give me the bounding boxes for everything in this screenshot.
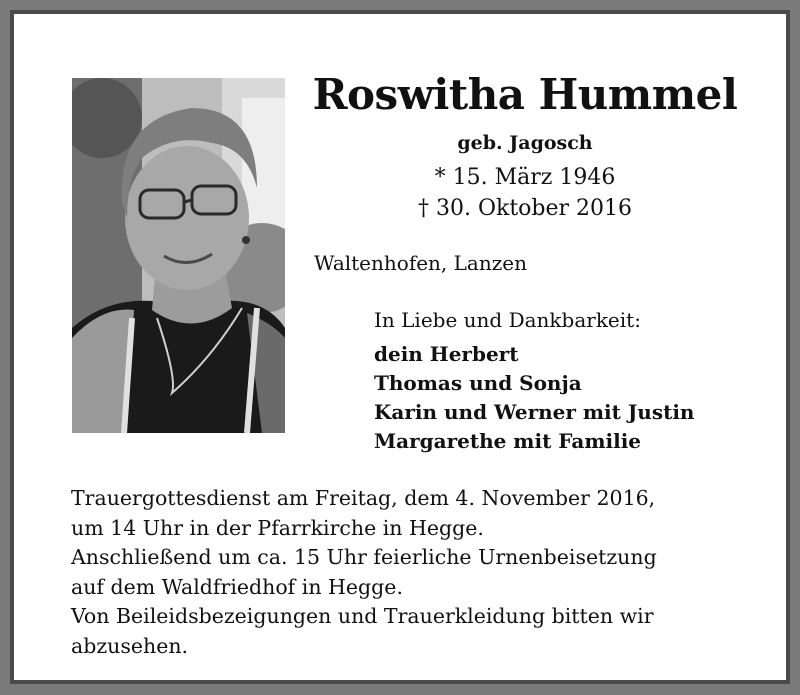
thanks-intro: In Liebe und Dankbarkeit: [374,308,641,332]
residence: Waltenhofen, Lanzen [314,251,527,275]
mourner-line: Karin und Werner mit Justin [374,400,695,424]
death-date: † 30. Oktober 2016 [417,196,633,221]
mourner-line: Thomas und Sonja [374,371,582,395]
obituary-card [10,10,790,684]
service-details [71,484,657,661]
service-line: um 14 Uhr in der Pfarrkirche in Hegge. [71,515,484,540]
birth-date: * 15. März 1946 [434,165,616,190]
mourner-line: dein Herbert [374,342,519,366]
service-line: Von Beileidsbezeigungen und Trauerkleidung bitten wir [71,604,654,628]
mourners-list [374,340,694,456]
deceased-name: Roswitha Hummel [312,70,738,119]
service-line: Trauergottesdienst am Freitag, dem 4. November 2016, [71,486,656,510]
portrait-photo [72,78,285,433]
mourner-line: Margarethe mit Familie [374,429,642,453]
service-line: abzusehen. [71,633,189,658]
maiden-name: geb. Jagosch [457,132,593,154]
service-line: Anschließend um ca. 15 Uhr feierliche Urnenbeisetzung [71,545,657,569]
service-line: auf dem Waldfriedhof in Hegge. [71,574,403,599]
